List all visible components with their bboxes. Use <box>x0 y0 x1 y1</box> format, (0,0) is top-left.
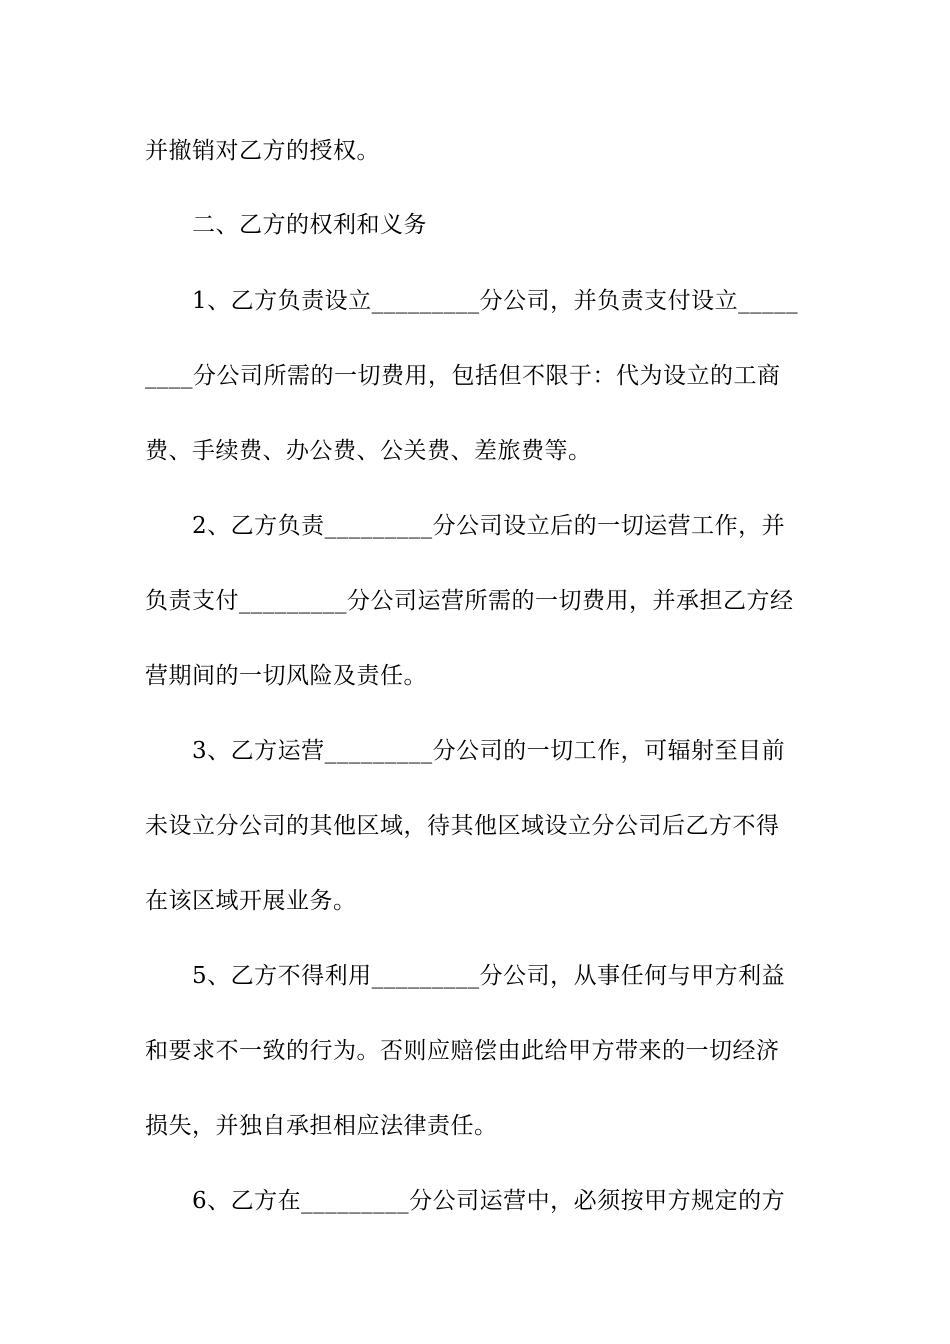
text-line: 并撤销对乙方的授权。 <box>145 138 380 164</box>
text-line: 6、乙方在_________分公司运营中，必须按甲方规定的方 <box>192 1188 786 1214</box>
text-line: 未设立分公司的其他区域，待其他区域设立分公司后乙方不得 <box>145 813 780 839</box>
text-line: 营期间的一切风险及责任。 <box>145 663 427 689</box>
text-line: ____分公司所需的一切费用，包括但不限于：代为设立的工商 <box>145 363 781 389</box>
text-line: 和要求不一致的行为。否则应赔偿由此给甲方带来的一切经济 <box>145 1038 780 1064</box>
text-line: 3、乙方运营_________分公司的一切工作，可辐射至目前 <box>192 738 786 764</box>
text-line: 1、乙方负责设立_________分公司，并负责支付设立_____ <box>192 288 799 314</box>
text-line: 费、手续费、办公费、公关费、差旅费等。 <box>145 438 592 464</box>
section-heading: 二、乙方的权利和义务 <box>192 212 427 238</box>
text-line: 负责支付_________分公司运营所需的一切费用，并承担乙方经 <box>145 588 794 614</box>
text-line: 损失，并独自承担相应法律责任。 <box>145 1113 498 1139</box>
text-line: 2、乙方负责_________分公司设立后的一切运营工作，并 <box>192 513 786 539</box>
text-line: 5、乙方不得利用_________分公司，从事任何与甲方利益 <box>192 963 786 989</box>
text-line: 在该区域开展业务。 <box>145 888 357 914</box>
